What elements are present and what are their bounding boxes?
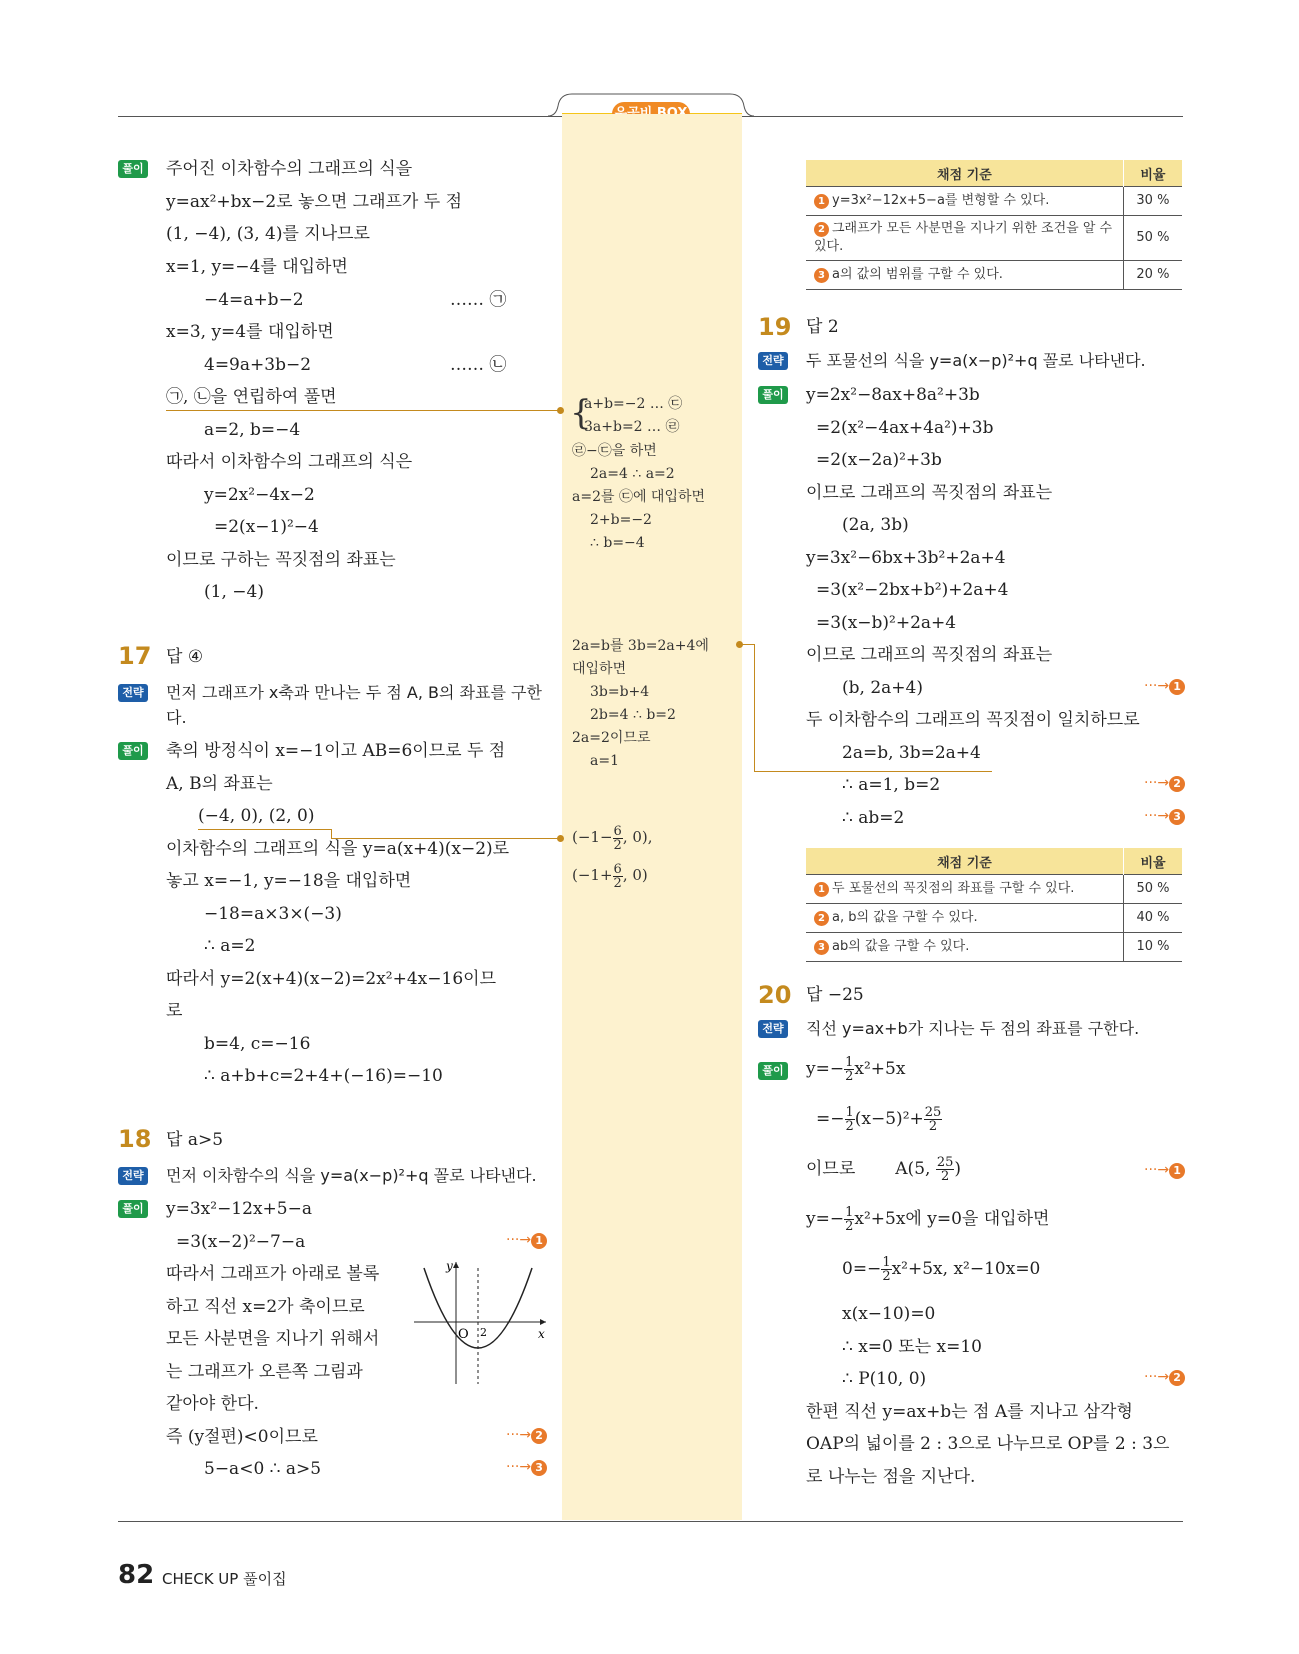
link-dot <box>557 835 564 842</box>
q18-line: =3(x−2)²−7−a <box>176 1232 306 1252</box>
link-dot <box>557 407 564 414</box>
q17-line: ∴ a+b+c=2+4+(−16)=−10 <box>204 1066 443 1086</box>
question-number: 18 <box>118 1125 152 1153</box>
left-line: 4=9a+3b−2 <box>204 355 312 375</box>
left-line: −4=a+b−2 <box>204 290 304 310</box>
ref-mark: …… ㉡ <box>450 355 507 375</box>
q19-line: y=2x²−8ax+8a²+3b <box>806 385 980 405</box>
q18-line: 는 그래프가 오른쪽 그림과 <box>166 1362 363 1382</box>
question-number: 19 <box>758 313 792 341</box>
graph-y-label: y <box>446 1259 453 1273</box>
strategy-text: 먼저 이차함수의 식을 y=a(x−p)²+q 꼴로 나타낸다. <box>166 1166 537 1185</box>
left-line: (1, −4), (3, 4)를 지나므로 <box>166 224 370 244</box>
q17-line: ∴ a=2 <box>204 936 256 956</box>
q17-line: 로 <box>166 1001 183 1021</box>
side-line: 3a+b=2 … ㉣ <box>584 419 680 435</box>
strategy-tag: 전략 <box>758 1020 788 1038</box>
q19-line: 두 이차함수의 그래프의 꼭짓점이 일치하므로 <box>806 710 1140 730</box>
solution-tag: 풀이 <box>758 1062 788 1080</box>
q18-line: y=3x²−12x+5−a <box>166 1199 312 1219</box>
q20-line: x(x−10)=0 <box>842 1304 936 1324</box>
q20-line: 0=− $\frac{1}{2}$ x²+5x, x²−10x=0 <box>842 1255 1041 1284</box>
solution-tag: 풀이 <box>118 1200 148 1218</box>
side-line: a+b=−2 … ㉢ <box>584 396 683 412</box>
table-header: 비율 <box>1123 160 1182 187</box>
footer-title: CHECK UP 풀이집 <box>162 1570 287 1588</box>
q19-line: =2(x²−4ax+4a²)+3b <box>816 418 994 438</box>
strategy-text: 직선 y=ax+b가 지나는 두 점의 좌표를 구한다. <box>806 1019 1140 1038</box>
table-row: 3 ab의 값을 구할 수 있다. 10 % <box>806 933 1182 962</box>
left-line: =2(x−1)²−4 <box>214 517 319 537</box>
question-number: 20 <box>758 981 792 1009</box>
side-line: ㉣−㉢을 하면 <box>572 443 657 459</box>
q20-line: y=− $\frac{1}{2}$ x²+5x에 y=0을 대입하면 <box>806 1205 1050 1234</box>
page-number: 82 <box>118 1560 155 1590</box>
q18-line: 즉 (y절편)<0이므로 <box>166 1427 318 1447</box>
q19-line: y=3x²−6bx+3b²+2a+4 <box>806 548 1006 568</box>
left-line: 이므로 구하는 꼭짓점의 좌표는 <box>166 550 396 570</box>
footer-rule <box>118 1521 1183 1522</box>
side-line: 2b=4 ∴ b=2 <box>590 707 676 723</box>
answer: 답 a>5 <box>166 1130 224 1150</box>
q17-line: (−4, 0), (2, 0) <box>198 806 315 826</box>
q17-line: A, B의 좌표는 <box>166 774 273 794</box>
question-number: 17 <box>118 642 152 670</box>
q19-line: 이므로 그래프의 꼭짓점의 좌표는 <box>806 645 1053 665</box>
q19-line: =3(x−b)²+2a+4 <box>816 613 957 633</box>
q19-line: 이므로 그래프의 꼭짓점의 좌표는 <box>806 483 1053 503</box>
solution-tag: 풀이 <box>118 742 148 760</box>
left-line: 주어진 이차함수의 그래프의 식을 <box>166 159 413 179</box>
q20-line: =− $\frac{1}{2}$ (x−5)²+ $\frac{25}{2}$ <box>816 1105 942 1134</box>
left-line: x=1, y=−4를 대입하면 <box>166 257 348 277</box>
strategy-tag: 전략 <box>758 352 788 370</box>
q17-line: 축의 방정식이 x=−1이고 AB=6이므로 두 점 <box>166 741 506 761</box>
table-row: 1 두 포물선의 꼭짓점의 좌표를 구할 수 있다. 50 % <box>806 875 1182 904</box>
mark-2: ···→ 2 <box>1144 775 1185 792</box>
left-line: x=3, y=4를 대입하면 <box>166 322 334 342</box>
link-line <box>754 771 992 772</box>
side-line: 2+b=−2 <box>590 512 652 528</box>
q20-line: OAP의 넓이를 2 : 3으로 나누므로 OP를 2 : 3으 <box>806 1434 1170 1454</box>
table-row: 1 y=3x²−12x+5−a를 변형할 수 있다. 30 % <box>806 187 1182 216</box>
strategy-tag: 전략 <box>118 684 148 702</box>
q19-line: =3(x²−2bx+b²)+2a+4 <box>816 580 1009 600</box>
side-line: 2a=b를 3b=2a+4에 <box>572 638 709 654</box>
side-box <box>562 114 742 1520</box>
side-line: a=2를 ㉢에 대입하면 <box>572 489 706 505</box>
grading-table-2 <box>806 848 1182 962</box>
grading-table-1 <box>806 160 1182 290</box>
table-row: 3 a의 값의 범위를 구할 수 있다. 20 % <box>806 261 1182 290</box>
side-line: a=1 <box>590 753 619 769</box>
q20-line: 로 나누는 점을 지난다. <box>806 1467 976 1487</box>
q18-line: 모든 사분면을 지나기 위해서 <box>166 1329 380 1349</box>
q20-line: ∴ x=0 또는 x=10 <box>842 1337 982 1357</box>
side-frac-line: (−1+ $\frac{6}{2}$ , 0) <box>572 861 648 891</box>
link-line <box>742 644 754 645</box>
q20-line: ∴ P(10, 0) <box>842 1369 927 1389</box>
q19-line: =2(x−2a)²+3b <box>816 450 942 470</box>
mark-3: ···→ 3 <box>506 1459 547 1476</box>
graph-x-label: x <box>538 1327 545 1341</box>
left-line: 따라서 이차함수의 그래프의 식은 <box>166 452 413 472</box>
side-frac-line: (−1− $\frac{6}{2}$ , 0), <box>572 823 653 853</box>
q17-line: 이차함수의 그래프의 식을 y=a(x+4)(x−2)로 <box>166 839 510 859</box>
graph-origin-label: O <box>458 1327 469 1342</box>
mark-3: ···→ 3 <box>1144 808 1185 825</box>
left-line: (1, −4) <box>204 582 264 602</box>
q19-line: ∴ ab=2 <box>842 808 905 828</box>
q18-line: 하고 직선 x=2가 축이므로 <box>166 1297 365 1317</box>
table-row: 2 a, b의 값을 구할 수 있다. 40 % <box>806 904 1182 933</box>
q19-line: ∴ a=1, b=2 <box>842 775 941 795</box>
side-line: 대입하면 <box>572 661 627 677</box>
q17-line: b=4, c=−16 <box>204 1034 311 1054</box>
answer: 답 −25 <box>806 985 864 1005</box>
table-header: 채점 기준 <box>806 848 1124 875</box>
q19-line: 2a=b, 3b=2a+4 <box>842 743 981 763</box>
link-line <box>166 410 561 411</box>
q18-line: 따라서 그래프가 아래로 볼록 <box>166 1264 380 1284</box>
q20-line: y=− $\frac{1}{2}$ x²+5x <box>806 1055 906 1084</box>
strategy-text: 다. <box>166 708 187 727</box>
table-row: 2 그래프가 모든 사분면을 지나기 위한 조건을 알 수 있다. 50 % <box>806 216 1182 261</box>
ref-mark: …… ㉠ <box>450 290 507 310</box>
graph-two-label: 2 <box>480 1326 487 1339</box>
mark-1: ···→ 1 <box>1144 1162 1185 1179</box>
link-line <box>198 829 331 830</box>
link-line <box>754 644 755 771</box>
left-line: y=ax²+bx−2로 놓으면 그래프가 두 점 <box>166 192 462 212</box>
solution-tag: 풀이 <box>758 386 788 404</box>
answer: 답 ④ <box>166 647 204 667</box>
strategy-text: 먼저 그래프가 x축과 만나는 두 점 A, B의 좌표를 구한 <box>166 683 542 702</box>
q18-line: 5−a<0 ∴ a>5 <box>204 1459 322 1479</box>
answer: 답 2 <box>806 317 839 337</box>
solution-tag: 풀이 <box>118 160 148 178</box>
q19-line: (b, 2a+4) <box>842 678 923 698</box>
q19-line: (2a, 3b) <box>842 515 909 535</box>
q20-line: 한편 직선 y=ax+b는 점 A를 지나고 삼각형 <box>806 1402 1133 1422</box>
side-line: 2a=4 ∴ a=2 <box>590 466 675 482</box>
table-header: 비율 <box>1124 848 1183 875</box>
mark-2: ···→ 2 <box>506 1427 547 1444</box>
table-header: 채점 기준 <box>806 160 1123 187</box>
side-line: 3b=b+4 <box>590 684 650 700</box>
mark-2: ···→ 2 <box>1144 1369 1185 1386</box>
parabola-graph <box>410 1258 550 1386</box>
brace: { <box>570 393 592 433</box>
left-line: ㉠, ㉡을 연립하여 풀면 <box>166 387 337 407</box>
q17-line: 놓고 x=−1, y=−18을 대입하면 <box>166 871 412 891</box>
left-line: y=2x²−4x−2 <box>204 485 315 505</box>
q17-line: 따라서 y=2(x+4)(x−2)=2x²+4x−16이므 <box>166 969 496 989</box>
q17-line: −18=a×3×(−3) <box>204 904 342 924</box>
mark-1: ···→ 1 <box>506 1232 547 1249</box>
strategy-text: 두 포물선의 식을 y=a(x−p)²+q 꼴로 나타낸다. <box>806 351 1146 370</box>
side-line: ∴ b=−4 <box>590 535 645 551</box>
mark-1: ···→ 1 <box>1144 678 1185 695</box>
q18-line: 같아야 한다. <box>166 1394 259 1414</box>
left-line: a=2, b=−4 <box>204 420 301 440</box>
strategy-tag: 전략 <box>118 1167 148 1185</box>
q20-line: 이므로 A(5, $\frac{25}{2}$ ) <box>806 1155 962 1184</box>
side-line: 2a=2이므로 <box>572 730 651 746</box>
